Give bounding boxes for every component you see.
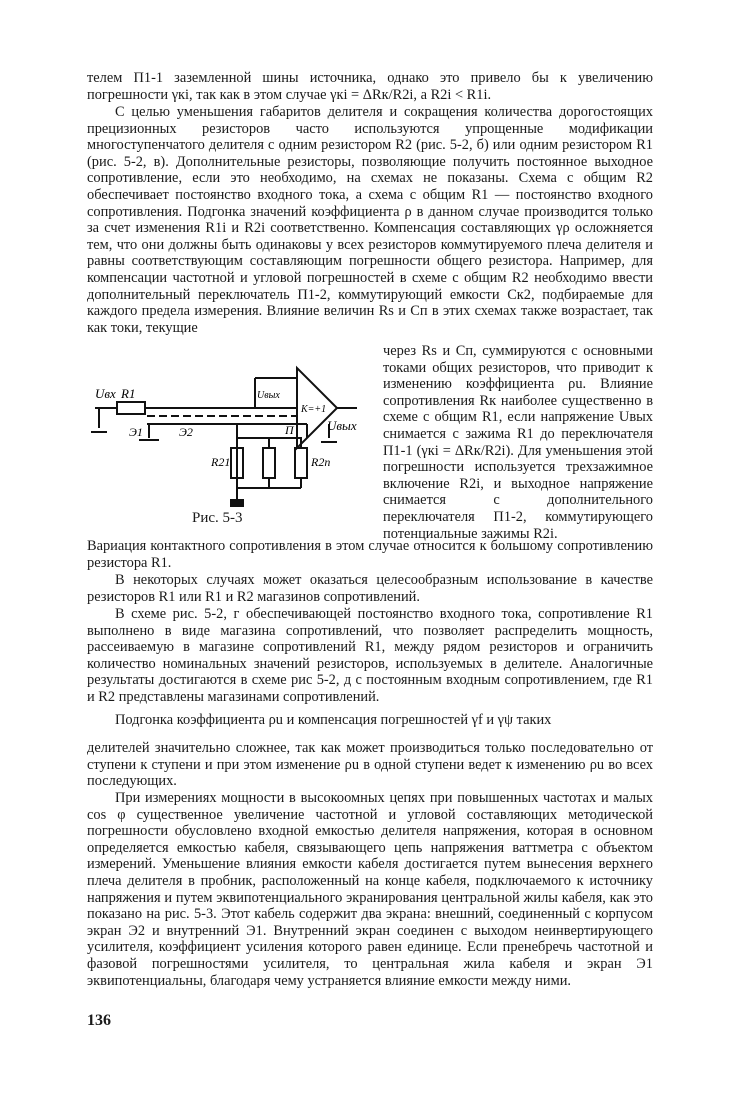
label-r1: R1 <box>121 386 136 401</box>
paragraph-4: В некоторых случаях может оказаться целесообразным использование в качестве резисторов R1 или R1 и R2 магазинов сопротивлений. <box>87 572 653 605</box>
paragraph-5: В схеме рис. 5-2, г обеспечивающей постоянство входного тока, сопротивление R1 выполнено в виде магазина сопротивлений, что позволяет распределить мощность, рассеиваемую в магазине сопротивлений R1, между рядом резисторов и ограничить количество номинальных значений резисторов, используемых в делителе. Аналогичные результаты достигаются в схеме рис 5-2, д с постоянным входным сопротивлением, где R1 и R2 представлены магазинами сопротивлений. <box>87 606 653 705</box>
paragraph-7: делителей значительно сложнее, так как может производиться только последовательно от ступени к ступени и при этом изменение ρu в одной ступени ведет к изменению ρu во всех последующих. <box>87 740 653 790</box>
paragraph-3: Вариация контактного сопротивления в этом случае относится к большому сопротивлению резистора R1. <box>87 538 653 571</box>
label-uin: Uвх <box>95 386 116 401</box>
paragraph-8: При измерениях мощности в высокоомных цепях при повышенных частотах и малых cos φ существенное увеличение частотной и угловой составляющих методической погрешности обусловлено входной емкостью делителя напряжения, которая в основном определяется емкостью кабеля, связывающего цепь напряжения ваттметра с объектом измерений. Уменьшение влияния емкости кабеля достигается путем вынесения верхнего плеча делителя в пробник, расположенный на конце кабеля, подключаемого к источнику напряжения и путем эквипотенциального экранирования центральной жилы кабеля, как это показано на рис. 5-3. Этот кабель содержит два экрана: внешний, соединенный с корпусом экран Э2 и внутренний Э1. Внутренний экран соединен с выходом неинвертирующего усилителя, коэффициент усиления которого равен единице. Если пренебречь частотной и фазовой погрешностями усилителя, то центральная жила кабеля и экран Э1 эквипотенциальны, благодаря чему устраняется влияние емкости между ними. <box>87 790 653 989</box>
label-e1: Э1 <box>129 425 143 439</box>
label-r2n: R2n <box>311 455 331 469</box>
page-number: 136 <box>87 1012 111 1029</box>
label-p: П <box>285 423 294 437</box>
label-uout: Uвых <box>327 418 357 433</box>
paragraph-6: Подгонка коэффициента ρu и компенсация погрешностей γf и γψ таких <box>115 712 552 728</box>
label-k: K=+1 <box>301 404 327 415</box>
label-r21: R21 <box>211 455 231 469</box>
label-e2: Э2 <box>179 425 193 439</box>
paragraph-1: телем П1-1 заземленной шины источника, однако это привело бы к увеличению погрешности γкi, так как в этом случае γкi = ΔRк/R2i, а R2i < R1i. <box>87 70 653 103</box>
paragraph-2: С целью уменьшения габаритов делителя и сокращения количества дорогостоящих прецизионных резисторов часто используются упрощенные модификации многоступенчатого делителя с одним резистором R2 (рис. 5-2, б) или одним резистором R1 (рис. 5-2, в). Дополнительные резисторы, позволяющие получить постоянное выходное сопротивление, если это необходимо, на схемах не показаны. Схема с общим R2 обеспечивает постоянство входного тока, а схема с общим R1 — постоянство входного сопротивления. Подгонка значений коэффициента ρ в данном случае производится только за счет изменения R1i и R2i соответственно. Компенсация составляющих γρ осложняется тем, что они должны быть одинаковы у всех резисторов коммутируемого плеча делителя и равны соответствующим составляющим погрешности общего резистора. Например, для компенсации частотной и угловой погрешностей в схеме с общим R2 необходимо ввести дополнительный переключатель П1-2, коммутирующий емкости Ск2, подбираемые для каждого предела измерения. Влияние величин Rs и Сп в этих схемах также возрастает, так как токи, текущие <box>87 104 653 336</box>
label-uout-amp: Uвых <box>257 390 280 401</box>
figure-caption: Рис. 5-3 <box>192 510 243 526</box>
wrapped-text: через Rs и Сп, суммируются с основными токами общих резисторов, что приводит к изменению коэффициента ρu. Влияние сопротивления Rк наиболее существенно в схеме с общим R1, если напряжение Uвых снимается с зажима R1 до переключателя П1-1 (γкi = ΔRк/R2i). Для уменьшения этой погрешности используется трехзажимное включение R2i, и выходное напряжение снимается с дополнительного переключателя П1-2, коммутирующего потенциальные зажимы R2i. <box>383 343 653 542</box>
